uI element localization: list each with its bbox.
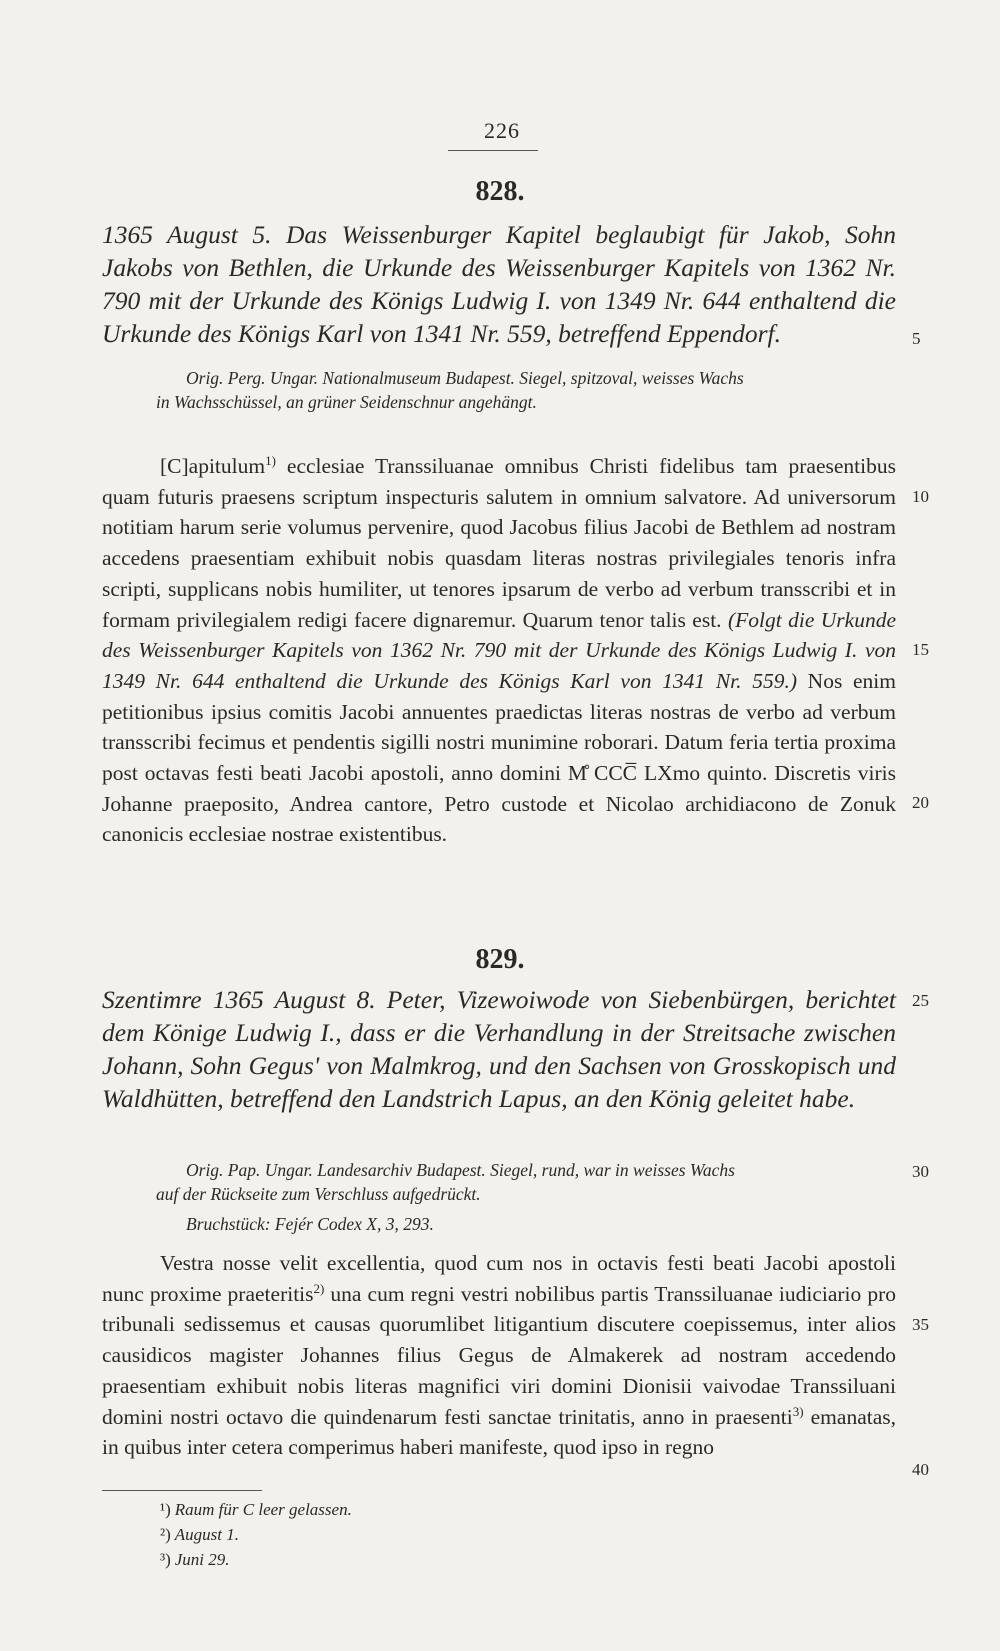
entry-828-text-part3: Nos enim petitionibus ipsius comitis Jacobi annuentes praedictas literas nostras de verbo ad verbum transscribi fecimus et pendentis sigilli nostri munimine roborari. Datum feria tertia proxima post octavas festi beati Jacobi apostoli, anno domini M̊ CCC̅ LXmo quinto. Discretis viris Johanne praeposito, Andrea cantore, Petro custode et Nicolao archidiacono de Zonuk canonicis ecclesiae nostrae existentibus. [102, 668, 896, 847]
entry-829-source-line3: Bruchstück: Fejér Codex X, 3, 293. [186, 1214, 434, 1234]
page-number-rule [448, 150, 538, 151]
footnote-ref-3: 3) [792, 1403, 804, 1419]
line-number-40: 40 [912, 1460, 929, 1479]
footnote-3 [160, 1547, 352, 1572]
entry-829-text-part2: una cum regni vestri nobilibus partis Transsiluanae iudiciario pro tribunali sedissemus et causas quorumlibet litigantium discutere coepissemus, inter alios causidicos magister Johannes filius Gegus de Almakerek ad nostram accedendo praesentiam exhibuit nobis literas magnifici viri domini Dionisii vaivodae Transsiluani domini nostri octavo die quindenarum festi sanctae trinitatis, anno in praesenti [102, 1281, 897, 1429]
entry-828-text-part2: ecclesiae Transsiluanae omnibus Christi fidelibus tam praesentibus quam futuris praesens scriptum inspecturis salutem in omnium salvatore. Ad universorum notitiam harum serie volumus pervenire, quod Jacobus filius Jacobi de Bethlem ad nostram accedens praesentiam exhibuit nobis quasdam literas nostras privilegiales tenoris infra scripti, supplicans nobis humiliter, ut tenores ipsarum de verbo ad verbum transscribi et in formam privilegialem redigi facere dignaremur. Quarum tenor talis est. [102, 454, 896, 632]
entry-829-source-line1: Orig. Pap. Ungar. Landesarchiv Budapest. Siegel, rund, war in weisses Wachs [186, 1160, 735, 1180]
footnote-rule [102, 1490, 262, 1491]
footnote-3-text: Juni 29. [174, 1550, 230, 1569]
line-number-30: 30 [912, 1162, 929, 1181]
entry-829-source-line2: auf der Rückseite zum Verschluss aufgedrückt. [156, 1184, 481, 1204]
entry-828-text [102, 451, 896, 850]
line-number-35: 35 [912, 1315, 929, 1334]
line-number-10: 10 [912, 487, 929, 506]
line-number-15: 15 [912, 640, 929, 659]
line-number-5: 5 [912, 329, 921, 348]
entry-828-source [102, 366, 896, 414]
page-number: 226 [484, 118, 520, 143]
entry-828-text-italic: (Folgt die Urkunde des Weissenburger Kapitels von 1362 Nr. 790 mit der Urkunde des Königs Ludwig I. von 1349 Nr. 644 enthaltend die Urkunde des Königs Karl von 1341 Nr. 559.) [102, 607, 896, 693]
footnote-2 [160, 1522, 352, 1547]
line-number-25: 25 [912, 991, 929, 1010]
entry-829-text-part1: Vestra nosse velit excellentia, quod cum nos in octavis festi beati Jacobi apostoli nunc proxime praeteritis [102, 1251, 896, 1306]
footnote-3-mark: ³) [160, 1550, 171, 1569]
footnote-1 [160, 1497, 352, 1522]
footnote-ref-2: 2) [313, 1280, 325, 1296]
entry-number-829: 829. [475, 944, 525, 975]
entry-828-source-line2: in Wachsschüssel, an grüner Seidenschnur angehängt. [156, 392, 537, 412]
entry-number-828: 828. [475, 176, 525, 207]
entry-828-text-part1: [C]apitulum [160, 454, 266, 478]
footnote-1-mark: ¹) [160, 1500, 171, 1519]
entry-828-source-line1: Orig. Perg. Ungar. Nationalmuseum Budapest. Siegel, spitzoval, weisses Wachs [186, 368, 744, 388]
entry-829-text [102, 1248, 896, 1463]
entry-829-heading: Szentimre 1365 August 8. Peter, Vizewoiwode von Siebenbürgen, berichtet dem Könige Ludwig I., dass er die Verhandlung in der Streitsache zwischen Johann, Sohn Gegus' von Malmkrog, und den Sachsen von Grosskopisch und Waldhütten, betreffend den Landstrich Lapus, an den König geleitet habe. [102, 985, 896, 1113]
footnote-2-mark: ²) [160, 1525, 171, 1544]
line-number-20: 20 [912, 793, 929, 812]
footnote-1-text: Raum für C leer gelassen. [174, 1500, 352, 1519]
footnote-ref-1: 1) [265, 452, 276, 468]
footnote-2-text: August 1. [174, 1525, 239, 1544]
entry-829-text-part3: emanatas, in quibus inter cetera comperimus haberi manifeste, quod ipso in regno [102, 1404, 896, 1460]
entry-829-source [102, 1158, 896, 1236]
footnotes [160, 1497, 352, 1572]
entry-828-heading: 1365 August 5. Das Weissenburger Kapitel beglaubigt für Jakob, Sohn Jakobs von Bethlen, die Urkunde des Weissenburger Kapitels von 1362 Nr. 790 mit der Urkunde des Königs Ludwig I. von 1349 Nr. 644 enthaltend die Urkunde des Königs Karl von 1341 Nr. 559, betreffend Eppendorf. [102, 220, 896, 348]
